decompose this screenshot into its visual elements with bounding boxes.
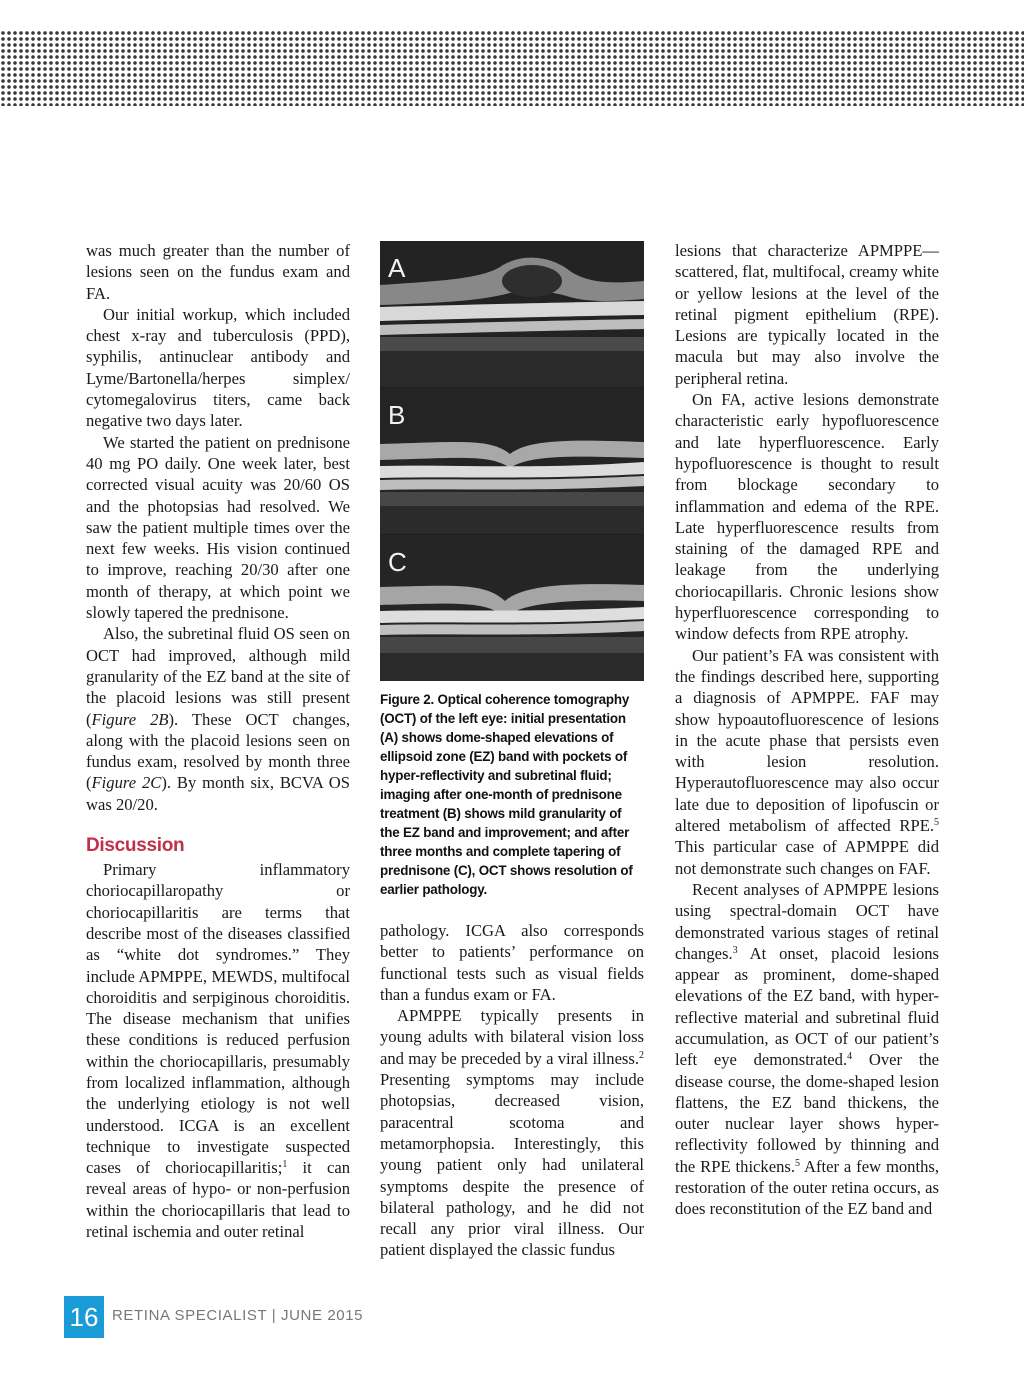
caption-text: Optical coherence tomography (OCT) of the left eye: initial presentation (A) shows dome-shaped elevations of ellipsoid zone (EZ) band with pockets of hyper-reflectivity and subretinal fluid; imaging after one-month of prednisone treatment (B) shows mild granularity of the EZ band and improvement; and after three months and complete tapering of prednisone (C), OCT shows resolution of earlier pathology. — [380, 692, 633, 897]
text-run: Presenting symptoms may include photopsias, decreased vision, paracentral scotoma and metamorphopsia. Interestingly, this young patient only had unilateral symptoms despite the presence of bilateral pathology, and he did not recall any prior viral illness. Our patient displayed the classic fundus — [380, 1070, 644, 1260]
oct-scan-c-image — [380, 535, 644, 681]
oct-figure — [380, 241, 644, 681]
oct-scan-b-image — [380, 388, 644, 534]
text-run: APMPPE typically presents in young adults with bilateral vision loss and may be preceded by a viral illness. — [380, 1006, 644, 1068]
page-number-box: 16 — [64, 1296, 104, 1338]
figure-caption — [380, 690, 640, 899]
panel-label-b: B — [388, 400, 406, 430]
text-run: After a few months, restoration of the outer retina occurs, as does reconstitution of the EZ band and — [675, 1156, 939, 1219]
paragraph — [380, 1005, 644, 1261]
paragraph — [86, 623, 350, 815]
oct-panel-b — [380, 388, 644, 534]
citation-superscript: 3 — [732, 944, 738, 956]
text-run: ). These OCT changes, along with the placoid lesions seen on fundus exam, resolved by month three ( — [86, 709, 350, 793]
citation-superscript: 4 — [847, 1051, 853, 1063]
text-column-3 — [675, 240, 939, 1220]
oct-panel-c — [380, 535, 644, 681]
text-run: Over the disease course, the dome-shaped lesion flattens, the EZ band thickens, the outer nuclear layer shows hyper-reflectivity followed by thinning and the RPE thickens. — [675, 1050, 939, 1176]
figure-reference: Figure 2C — [91, 773, 162, 793]
citation-superscript: 1 — [282, 1159, 288, 1171]
text-run: At onset, placoid lesions appear as prominent, dome-shaped elevations of the EZ band, with hyper-reflective material and subretinal fluid accumulation, as OCT of our patient’s left eye demonstrated. — [675, 943, 939, 1070]
panel-label-a: A — [388, 253, 406, 283]
paragraph — [675, 645, 939, 879]
text-run: Also, the subretinal fluid OS seen on OCT had improved, although mild granularity of the EZ band at the site of the placoid lesions was still present ( — [86, 624, 350, 729]
citation-superscript: 2 — [639, 1049, 644, 1061]
paragraph: pathology. ICGA also corresponds better to patients’ performance on functional tests such as visual fields than a fundus exam or FA. — [380, 921, 644, 1004]
paragraph: On FA, active lesions demonstrate characteristic early hypofluorescence and late hyperfluorescence. Early hypofluorescence is thought to result from blockage secondary to inflammation and edema of the RPE. Late hyperfluorescence results from staining of the damaged RPE and leakage from the underlying choriocapillaris. Chronic lesions show hyperfluorescence corresponding to window defects from RPE atrophy. — [675, 390, 939, 644]
running-footer: RETINA SPECIALIST | JUNE 2015 — [112, 1307, 364, 1324]
paragraph — [675, 879, 939, 1220]
text-run: Recent analyses of APMPPE lesions using spectral-domain OCT have demonstrated various stages of retinal changes. — [675, 879, 939, 963]
caption-lead: Figure 2. — [380, 692, 435, 707]
paragraph: lesions that characterize APMPPE—scattered, flat, multifocal, creamy white or yellow lesions at the level of the retinal pigment epithelium (RPE). Lesions are typically located in the macula but may also involve the peripheral retina. — [675, 241, 940, 388]
paragraph: was much greater than the number of lesions seen on the fundus exam and FA. — [86, 241, 350, 303]
text-run: Our patient’s FA was consistent with the findings described here, supporting a diagnosis of APMPPE. FAF may show hypoautofluorescence of lesions in the acute phase that persists even with lesion resolution. Hyperautofluorescence may also occur late due to deposition of lipofuscin or altered metabolism of affected RPE. — [675, 645, 939, 836]
section-heading: Discussion — [86, 835, 185, 857]
text-run: ). By month six, BCVA OS was 20/20. — [86, 773, 351, 814]
paragraph: Our initial workup, which included chest x-ray and tuberculosis (PPD), syphilis, antinuclear antibody and Lyme/Bartonella/herpes simplex/ cytomegalovirus titers, came back negative two days later. — [86, 304, 350, 431]
text-column-2 — [380, 920, 644, 1261]
dotted-header-band — [0, 30, 1024, 106]
oct-scan-a-image — [380, 241, 644, 387]
figure-reference: Figure 2B — [91, 709, 169, 729]
paragraph: We started the patient on prednisone 40 mg PO daily. One week later, best corrected visual acuity was 20/60 OS and the photopsias had resolved. We saw the patient multiple times over the next few weeks. His vision continued to improve, reaching 20/30 after one month of therapy, at which point we slowly tapered the prednisone. — [86, 432, 350, 623]
text-run: Primary inflammatory choriocapillaropathy or choriocapillaritis are terms that describe most of the diseases classified as “white dot syndromes.” They include APMPPE, MEWDS, multifocal choroiditis and serpiginous choroiditis. The disease mechanism that unifies these conditions is reduced perfusion within the choriocapillaris, presumably from localized inflammation, although the underlying etiology is not well understood. ICGA is an excellent technique to investigate suspected cases of choriocapillaritis; — [86, 860, 350, 1178]
panel-label-c: C — [388, 547, 407, 577]
citation-superscript: 5 — [934, 817, 939, 829]
text-column-1 — [86, 240, 350, 1242]
text-run: it can reveal areas of hypo- or non-perfusion within the choriocapillaris that lead to retinal ischemia and outer retinal — [86, 1158, 350, 1242]
paragraph — [86, 859, 350, 1242]
oct-panel-a — [380, 241, 644, 387]
text-run: This particular case of APMPPE did not demonstrate such changes on FAF. — [675, 837, 939, 878]
citation-superscript: 5 — [794, 1157, 800, 1169]
